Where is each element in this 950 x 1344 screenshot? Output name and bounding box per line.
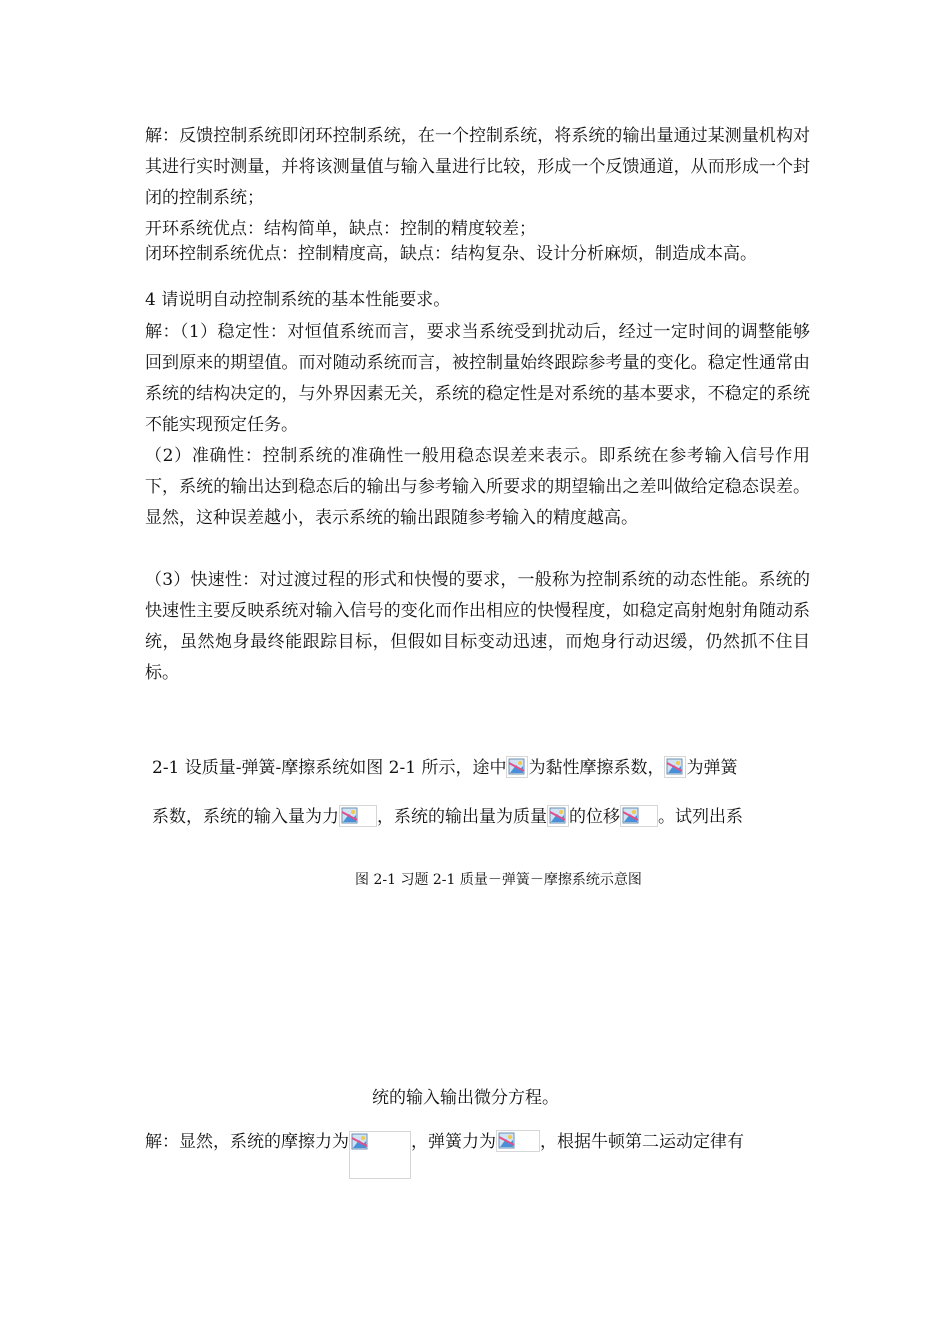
problem-2-1-line-2 (152, 805, 743, 827)
broken-image-icon (496, 1130, 540, 1152)
broken-image-icon (349, 1131, 411, 1179)
answer-paragraph-feedback: 解：反馈控制系统即闭环控制系统，在一个控制系统，将系统的输出量通过某测量机构对其进行实时测量，并将该测量值与输入量进行比较，形成一个反馈通道，从而形成一个封闭的控制系统； (145, 126, 810, 208)
broken-image-icon (506, 756, 528, 778)
problem-2-1-continuation: 统的输入输出微分方程。 (372, 1088, 559, 1108)
problem-2-1-text-7: 。试列出系 (658, 807, 743, 827)
problem-2-1-text-4: 系数，系统的输入量为力 (152, 807, 339, 827)
problem-2-1-text-2: 为黏性摩擦系数， (528, 758, 665, 778)
solution-text-2: ，弹簧力为 (411, 1132, 496, 1152)
problem-2-1-text-6: 的位移 (569, 807, 620, 827)
broken-image-icon (339, 805, 377, 827)
answer-accuracy: （2）准确性：控制系统的准确性一般用稳态误差来表示。即系统在参考输入信号作用下，系统的输出达到稳态后的输出与参考输入所要求的期望输出之差叫做给定稳态误差。显然，这种误差越小，表示系统的输出跟随参考输入的精度越高。 (145, 446, 810, 528)
question-4: 4 请说明自动控制系统的基本性能要求。 (145, 290, 451, 310)
solution-text-1: 解：显然，系统的摩擦力为 (145, 1132, 349, 1152)
broken-image-icon (664, 756, 686, 778)
problem-2-1-text-1: 2-1 设质量-弹簧-摩擦系统如图 2-1 所示，途中 (152, 758, 507, 778)
solution-line (145, 1130, 744, 1179)
problem-2-1-text-3: 为弹簧 (686, 758, 738, 778)
broken-image-icon (620, 805, 658, 827)
answer-speed: （3）快速性：对过渡过程的形式和快慢的要求，一般称为控制系统的动态性能。系统的快速性主要反映系统对输入信号的变化而作出相应的快慢程度，如稳定高射炮射角随动系统，虽然炮身最终能跟踪目标，但假如目标变动迅速，而炮身行动迟缓，仍然抓不住目标。 (145, 570, 810, 683)
open-loop-pros-cons: 开环系统优点：结构简单，缺点：控制的精度较差； (145, 219, 536, 239)
figure-caption: 图 2-1 习题 2-1 质量－弹簧－摩擦系统示意图 (355, 872, 642, 888)
closed-loop-pros-cons: 闭环控制系统优点：控制精度高，缺点：结构复杂、设计分析麻烦，制造成本高。 (145, 244, 757, 264)
problem-2-1-text-5: ，系统的输出量为质量 (377, 807, 547, 827)
answer-stability: 解：（1）稳定性：对恒值系统而言，要求当系统受到扰动后，经过一定时间的调整能够回到原来的期望值。而对随动系统而言，被控制量始终跟踪参考量的变化。稳定性通常由系统的结构决定的，与外界因素无关，系统的稳定性是对系统的基本要求，不稳定的系统不能实现预定任务。 (145, 322, 810, 435)
problem-2-1-line-1 (152, 756, 737, 778)
solution-text-3: ，根据牛顿第二运动定律有 (540, 1132, 744, 1152)
broken-image-icon (547, 805, 569, 827)
